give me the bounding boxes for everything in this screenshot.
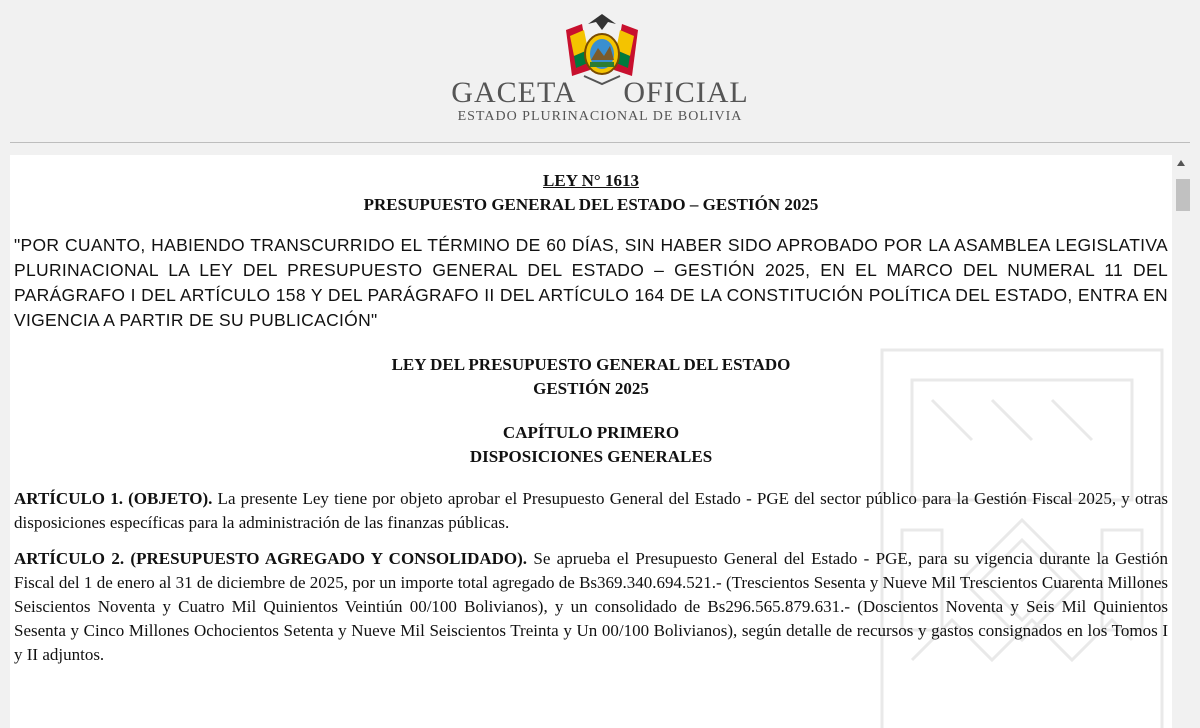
chapter-title: DISPOSICIONES GENERALES — [469, 447, 713, 466]
law-number: LEY N° 1613 — [543, 171, 639, 190]
chapter-heading: CAPÍTULO PRIMERO — [502, 423, 680, 442]
document-content — [10, 155, 1172, 667]
header-divider — [10, 142, 1190, 143]
bolivia-coat-of-arms-icon — [560, 10, 644, 86]
law-heading-2: GESTIÓN 2025 — [533, 379, 649, 398]
article-2-heading: ARTÍCULO 2. (PRESUPUESTO AGREGADO Y CONSOLIDADO). — [14, 549, 528, 568]
vertical-scrollbar[interactable] — [1174, 155, 1190, 728]
scroll-up-arrow-icon[interactable] — [1177, 160, 1185, 166]
gazette-brand: GACETA OFICIAL — [451, 76, 749, 109]
article-1-text: La presente Ley tiene por objeto aprobar el Presupuesto General del Estado - PGE del sector público para la Gestión Fiscal 2025, y otras disposiciones específicas para la administración de las finanzas públicas. — [14, 489, 1168, 532]
article-1 — [14, 487, 1168, 535]
article-2-text: Se aprueba el Presupuesto General del Estado - PGE, para su vigencia durante la Gestión Fiscal del 1 de enero al 31 de diciembre de 2025, por un importe total agregado de Bs369.340.694.521.- (Trescientos Sesenta y Nueve Mil Trescientos Cuarenta Millones Seiscientos Noventa y Cuatro Mil Quinientos Veintiún 00/100 Bolivianos), y un consolidado de Bs296.565.879.631.- (Doscientos Noventa y Seis Mil Quinientos Sesenta y Cinco Millones Ochocientos Setenta y Nueve Mil Seiscientos Treinta y Un 00/100 Bolivianos), según detalle de recursos y gastos consignados en los Tomos I y II adjuntos. — [14, 549, 1168, 664]
law-title: PRESUPUESTO GENERAL DEL ESTADO – GESTIÓN 2025 — [363, 195, 819, 214]
document-page — [10, 155, 1172, 728]
gazette-header — [0, 0, 1200, 150]
law-heading-1: LEY DEL PRESUPUESTO GENERAL DEL ESTADO — [391, 355, 791, 374]
law-number-heading — [14, 169, 1168, 193]
gazette-subtitle: ESTADO PLURINACIONAL DE BOLIVIA — [457, 109, 743, 124]
preamble-text: "POR CUANTO, HABIENDO TRANSCURRIDO EL TÉRMINO DE 60 DÍAS, SIN HABER SIDO APROBADO POR LA ASAMBLEA LEGISLATIVA PLURINACIONAL LA LEY DEL PRESUPUESTO GENERAL DEL ESTADO – GESTIÓN 2025, EN EL MARCO DEL NUMERAL 11 DEL PARÁGRAFO I DEL ARTÍCULO 158 Y DEL PARÁGRAFO II DEL ARTÍCULO 164 DE LA CONSTITUCIÓN POLÍTICA DEL ESTADO, ENTRA EN VIGENCIA A PARTIR DE SU PUBLICACIÓN" — [14, 235, 1168, 330]
article-2 — [14, 547, 1168, 667]
scrollbar-thumb[interactable] — [1176, 179, 1190, 211]
article-1-heading: ARTÍCULO 1. (OBJETO). — [14, 489, 213, 508]
